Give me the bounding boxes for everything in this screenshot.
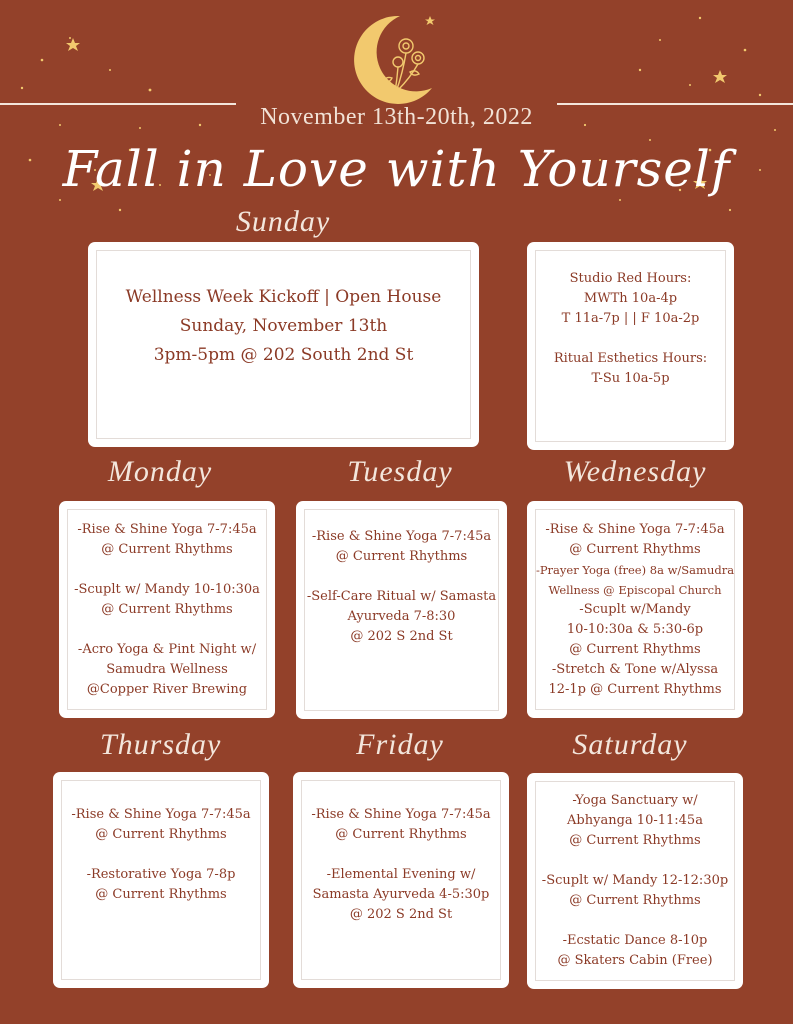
day-heading-sunday: Sunday bbox=[235, 205, 331, 238]
hours-card bbox=[527, 242, 734, 450]
event-line: Samasta Ayurveda 4-5:30p bbox=[312, 887, 490, 902]
event-line: Abhyanga 10-11:45a bbox=[567, 813, 703, 828]
saturday-card bbox=[527, 773, 743, 989]
event-line: Samudra Wellness bbox=[106, 661, 228, 677]
tuesday-card bbox=[296, 501, 507, 719]
studio-hours-line: T 11a-7p | | F 10a-2p bbox=[561, 311, 700, 326]
day-heading-monday: Monday bbox=[107, 455, 213, 488]
event-line: -Rise & Shine Yoga 7-7:45a bbox=[71, 807, 251, 822]
event-line: -Rise & Shine Yoga 7-7:45a bbox=[311, 807, 491, 822]
event-line: Wellness @ Episcopal Church bbox=[548, 582, 722, 597]
event-line: @ Skaters Cabin (Free) bbox=[557, 953, 713, 968]
event-line: -Self-Care Ritual w/ Samasta bbox=[306, 589, 497, 604]
event-line: -Yoga Sanctuary w/ bbox=[572, 793, 698, 808]
event-line: Ayurveda 7-8:30 bbox=[347, 609, 456, 624]
wednesday-card bbox=[527, 501, 743, 718]
crescent-moon-flower-icon bbox=[348, 12, 440, 104]
monday-card bbox=[59, 501, 275, 718]
event-line: @ Current Rhythms bbox=[569, 893, 701, 908]
ritual-hours-title: Ritual Esthetics Hours: bbox=[553, 351, 708, 366]
day-heading-thursday: Thursday bbox=[100, 728, 222, 761]
event-line: @ Current Rhythms bbox=[569, 641, 701, 657]
page-title: Fall in Love with Yourself bbox=[62, 140, 731, 198]
kickoff-time-location: 3pm-5pm @ 202 South 2nd St bbox=[153, 345, 414, 365]
event-line: -Prayer Yoga (free) 8a w/Samudra bbox=[535, 562, 735, 577]
event-line: -Scuplt w/ Mandy 10-10:30a bbox=[74, 581, 260, 597]
event-line: @ Current Rhythms bbox=[101, 541, 233, 557]
event-line: -Rise & Shine Yoga 7-7:45a bbox=[77, 521, 257, 537]
event-line: -Ecstatic Dance 8-10p bbox=[562, 933, 708, 948]
event-line: -Scuplt w/ Mandy 12-12:30p bbox=[541, 873, 729, 888]
thursday-card bbox=[53, 772, 269, 988]
kickoff-card bbox=[88, 242, 479, 447]
event-line: -Scuplt w/Mandy bbox=[579, 601, 691, 617]
friday-card bbox=[293, 772, 509, 988]
day-heading-wednesday: Wednesday bbox=[563, 455, 707, 488]
event-line: -Restorative Yoga 7-8p bbox=[86, 867, 236, 882]
day-heading-saturday: Saturday bbox=[572, 728, 688, 761]
event-line: -Rise & Shine Yoga 7-7:45a bbox=[311, 529, 492, 544]
event-line: -Stretch & Tone w/Alyssa bbox=[551, 661, 719, 677]
event-line: -Acro Yoga & Pint Night w/ bbox=[77, 641, 257, 657]
event-line: -Rise & Shine Yoga 7-7:45a bbox=[545, 521, 725, 537]
event-line: @ Current Rhythms bbox=[569, 833, 701, 848]
kickoff-date: Sunday, November 13th bbox=[179, 316, 388, 336]
studio-hours-line: MWTh 10a-4p bbox=[583, 291, 678, 306]
event-line: @ Current Rhythms bbox=[335, 827, 467, 842]
day-heading-friday: Friday bbox=[356, 728, 444, 761]
event-line: @ Current Rhythms bbox=[95, 887, 227, 902]
event-line: @ 202 S 2nd St bbox=[349, 907, 453, 922]
event-dates: November 13th-20th, 2022 bbox=[260, 104, 533, 130]
kickoff-title: Wellness Week Kickoff | Open House bbox=[125, 287, 442, 307]
event-line: @ Current Rhythms bbox=[335, 549, 468, 564]
ritual-hours-line: T-Su 10a-5p bbox=[591, 371, 670, 386]
event-line: @ Current Rhythms bbox=[101, 601, 233, 617]
event-line: -Elemental Evening w/ bbox=[326, 867, 476, 882]
day-heading-tuesday: Tuesday bbox=[347, 455, 453, 488]
event-line: 12-1p @ Current Rhythms bbox=[548, 681, 722, 697]
event-line: @ Current Rhythms bbox=[95, 827, 227, 842]
event-line: @ Current Rhythms bbox=[569, 541, 701, 557]
event-line: @ 202 S 2nd St bbox=[350, 629, 453, 644]
event-line: @Copper River Brewing bbox=[86, 681, 248, 697]
studio-hours-title: Studio Red Hours: bbox=[569, 271, 692, 286]
event-line: 10-10:30a & 5:30-6p bbox=[566, 621, 704, 637]
